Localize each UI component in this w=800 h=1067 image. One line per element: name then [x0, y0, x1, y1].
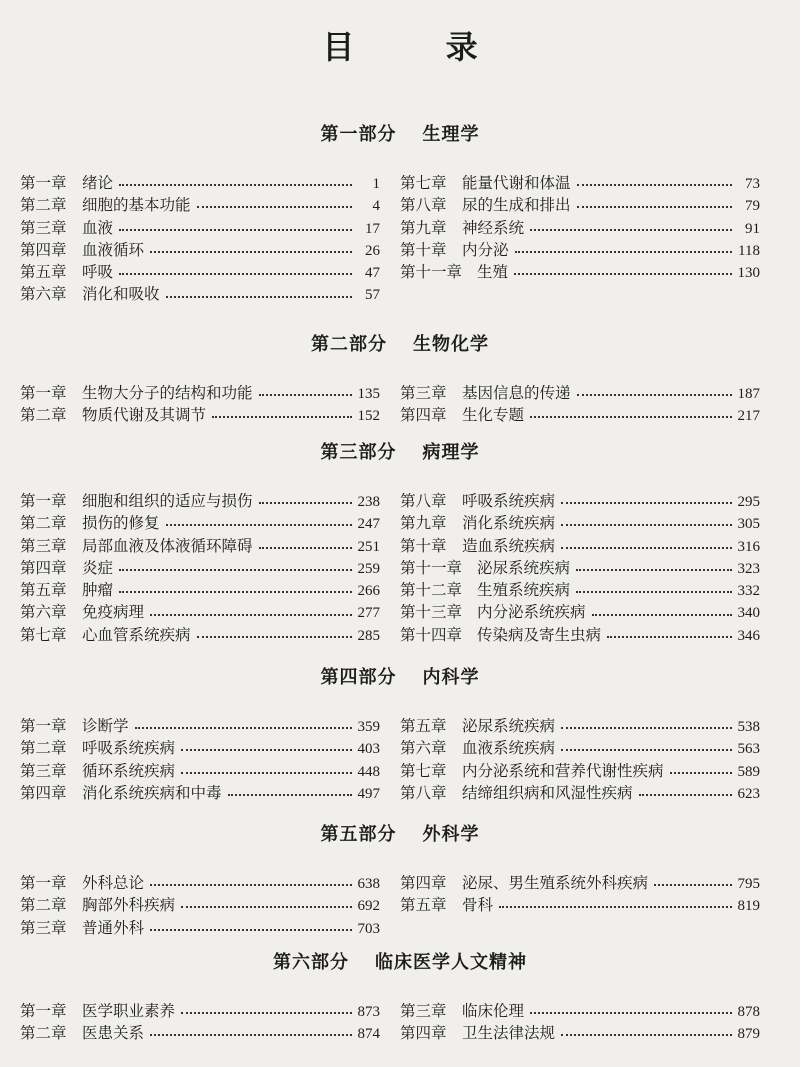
page-number: 4 [372, 198, 380, 215]
chapter-title: 医学职业素养 [82, 1002, 176, 1020]
toc-entry[interactable] [400, 714, 760, 736]
chapter-title: 内分泌系统和营养代谢性疾病 [462, 761, 664, 780]
part-title [0, 120, 800, 146]
dot-leader [166, 296, 352, 298]
dot-leader [639, 794, 732, 796]
chapter-title: 消化系统疾病和中毒 [82, 783, 222, 802]
page-number: 285 [357, 627, 380, 644]
dot-leader [592, 614, 732, 616]
dot-leader [228, 794, 352, 796]
toc-entry[interactable] [20, 282, 380, 304]
chapter-title: 循环系统疾病 [82, 761, 176, 780]
dot-leader [577, 206, 732, 208]
toc-entry[interactable] [20, 171, 380, 193]
chapter-number: 第九章 [400, 514, 447, 533]
dot-leader [576, 569, 731, 571]
toc-column-left [20, 714, 380, 803]
chapter-number: 第一章 [20, 717, 67, 735]
page-number: 135 [357, 386, 380, 402]
dot-leader [654, 884, 731, 886]
part-number: 第一部分 [320, 124, 397, 145]
dot-leader [607, 636, 731, 638]
chapter-number: 第十章 [400, 536, 447, 555]
page-number: 879 [737, 1026, 760, 1043]
dot-leader [259, 394, 352, 396]
dot-leader [514, 273, 731, 275]
chapter-title: 细胞和组织的适应与损伤 [82, 492, 253, 510]
chapter-number: 第十三章 [400, 603, 463, 622]
dot-leader [119, 184, 352, 186]
chapter-title: 诊断学 [82, 717, 129, 735]
chapter-title: 炎症 [82, 558, 114, 577]
chapter-number: 第九章 [400, 218, 447, 237]
dot-leader [181, 749, 351, 751]
toc-entry[interactable] [400, 871, 760, 893]
chapter-number: 第七章 [20, 625, 67, 644]
part-title [0, 663, 800, 689]
toc-entry[interactable] [400, 238, 760, 260]
toc-entry[interactable] [20, 193, 380, 215]
page-number: 295 [737, 494, 760, 510]
dot-leader [561, 502, 731, 504]
toc-entry[interactable] [400, 623, 760, 645]
toc-entry[interactable] [400, 171, 760, 193]
chapter-title: 泌尿系统疾病 [462, 717, 556, 735]
page-number: 340 [737, 605, 760, 622]
dot-leader [119, 591, 351, 593]
dot-leader [259, 547, 352, 549]
chapter-number: 第十一章 [400, 558, 463, 577]
toc-entry[interactable] [400, 999, 760, 1021]
page-number: 73 [745, 176, 760, 192]
part-number: 第三部分 [320, 442, 397, 463]
page-title: 目 录 [322, 28, 518, 66]
dot-leader [515, 251, 732, 253]
chapter-title: 呼吸系统疾病 [82, 739, 176, 758]
toc-column-right [400, 489, 760, 645]
chapter-title: 局部血液及体液循环障碍 [82, 536, 253, 555]
page-number: 795 [737, 876, 760, 892]
chapter-number: 第二章 [20, 514, 67, 533]
part-name: 临床医学人文精神 [375, 952, 527, 973]
toc-column-left [20, 871, 380, 938]
page-number: 247 [357, 516, 380, 533]
chapter-title: 造血系统疾病 [462, 536, 556, 555]
toc-entry[interactable] [20, 1021, 380, 1043]
page-number: 57 [365, 287, 380, 304]
toc-entry[interactable] [400, 781, 760, 803]
page-number: 26 [365, 242, 380, 259]
page-number: 130 [737, 265, 760, 282]
toc-entry[interactable] [20, 781, 380, 803]
toc-entry[interactable] [20, 489, 380, 511]
chapter-number: 第三章 [20, 918, 67, 937]
dot-leader [197, 636, 352, 638]
chapter-title: 内分泌系统疾病 [477, 603, 586, 622]
page-number: 251 [357, 538, 380, 555]
toc-entry[interactable] [400, 381, 760, 403]
toc-entry[interactable] [20, 381, 380, 403]
part-title [0, 948, 800, 974]
chapter-number: 第七章 [400, 174, 447, 192]
part-title [0, 330, 800, 356]
toc-entry[interactable] [400, 759, 760, 781]
chapter-number: 第一章 [20, 1002, 67, 1020]
page-number: 47 [365, 265, 380, 282]
chapter-number: 第四章 [20, 558, 67, 577]
chapter-title: 临床伦理 [462, 1002, 525, 1020]
chapter-number: 第五章 [20, 263, 67, 282]
toc-entry[interactable] [20, 736, 380, 758]
chapter-title: 泌尿、男生殖系统外科疾病 [462, 874, 649, 892]
part-number: 第四部分 [320, 667, 397, 688]
chapter-title: 物质代谢及其调节 [82, 406, 207, 425]
chapter-number: 第五章 [400, 717, 447, 735]
chapter-number: 第二章 [20, 739, 67, 758]
chapter-title: 心血管系统疾病 [82, 625, 191, 644]
page-number: 538 [737, 719, 760, 735]
page-number: 692 [357, 898, 380, 915]
chapter-title: 生殖系统疾病 [477, 581, 571, 600]
dot-leader [181, 1012, 351, 1014]
chapter-title: 绪论 [82, 174, 114, 192]
toc-entry[interactable] [20, 403, 380, 425]
toc-entry[interactable] [20, 759, 380, 781]
toc-column-right [400, 871, 760, 916]
page-number: 638 [357, 876, 380, 892]
chapter-title: 生化专题 [462, 406, 525, 425]
chapter-number: 第一章 [20, 174, 67, 192]
page-number: 305 [737, 516, 760, 533]
chapter-title: 传染病及寄生虫病 [477, 625, 602, 644]
chapter-title: 普通外科 [82, 918, 145, 937]
toc-entry[interactable] [400, 216, 760, 238]
toc-column-left [20, 381, 380, 426]
toc-entry[interactable] [400, 511, 760, 533]
chapter-title: 尿的生成和排出 [462, 196, 571, 215]
page-number: 217 [737, 408, 760, 425]
part-name: 内科学 [422, 667, 480, 688]
toc-entry[interactable] [400, 893, 760, 915]
toc-entry[interactable] [20, 260, 380, 282]
page-number: 819 [737, 898, 760, 915]
toc-column-right [400, 171, 760, 282]
toc-column-left [20, 999, 380, 1044]
chapter-title: 血液循环 [82, 240, 145, 259]
toc-entry[interactable] [400, 578, 760, 600]
chapter-title: 胸部外科疾病 [82, 896, 176, 915]
page-number: 332 [737, 583, 760, 600]
part-title [0, 438, 800, 464]
chapter-number: 第八章 [400, 492, 447, 510]
chapter-title: 卫生法律法规 [462, 1024, 556, 1043]
dot-leader [561, 524, 731, 526]
chapter-title: 消化系统疾病 [462, 514, 556, 533]
page-number: 323 [737, 560, 760, 577]
part-name: 病理学 [422, 442, 480, 463]
chapter-title: 泌尿系统疾病 [477, 558, 571, 577]
chapter-number: 第六章 [20, 603, 67, 622]
part-name: 生理学 [422, 124, 480, 145]
dot-leader [577, 394, 732, 396]
page-number: 878 [737, 1004, 760, 1020]
toc-entry[interactable] [20, 216, 380, 238]
chapter-number: 第二章 [20, 896, 67, 915]
toc-entry[interactable] [20, 714, 380, 736]
dot-leader [119, 229, 352, 231]
chapter-number: 第十章 [400, 240, 447, 259]
chapter-number: 第十一章 [400, 263, 463, 282]
chapter-number: 第五章 [400, 896, 447, 915]
page-number: 316 [737, 538, 760, 555]
chapter-title: 神经系统 [462, 218, 525, 237]
chapter-title: 生物大分子的结构和功能 [82, 384, 253, 402]
toc-entry[interactable] [20, 238, 380, 260]
chapter-number: 第三章 [400, 384, 447, 402]
page-number: 874 [357, 1026, 380, 1043]
chapter-title: 外科总论 [82, 874, 145, 892]
page-number: 238 [357, 494, 380, 510]
dot-leader [561, 1034, 731, 1036]
chapter-title: 呼吸系统疾病 [462, 492, 556, 510]
page-number: 448 [357, 763, 380, 780]
part-number: 第二部分 [311, 334, 387, 355]
chapter-number: 第四章 [20, 783, 67, 802]
toc-entry[interactable] [400, 556, 760, 578]
page-number: 91 [745, 220, 760, 237]
chapter-number: 第一章 [20, 492, 67, 510]
toc-entry[interactable] [20, 511, 380, 533]
chapter-number: 第一章 [20, 874, 67, 892]
dot-leader [135, 727, 352, 729]
chapter-number: 第八章 [400, 783, 447, 802]
part-name: 生物化学 [413, 334, 489, 355]
page-number: 79 [745, 198, 760, 215]
chapter-number: 第二章 [20, 406, 67, 425]
toc-entry[interactable] [400, 600, 760, 622]
dot-leader [530, 229, 732, 231]
chapter-title: 细胞的基本功能 [82, 196, 191, 215]
page-number: 703 [357, 920, 380, 937]
page-number: 873 [357, 1004, 380, 1020]
chapter-title: 免疫病理 [82, 603, 145, 622]
chapter-title: 血液系统疾病 [462, 739, 556, 758]
dot-leader [197, 206, 352, 208]
chapter-number: 第二章 [20, 1024, 67, 1043]
dot-leader [530, 416, 731, 418]
page-number: 623 [737, 785, 760, 802]
chapter-number: 第四章 [400, 406, 447, 425]
chapter-title: 损伤的修复 [82, 514, 160, 533]
toc-entry[interactable] [20, 556, 380, 578]
toc-entry[interactable] [20, 600, 380, 622]
part-number: 第六部分 [273, 952, 349, 973]
chapter-number: 第三章 [20, 761, 67, 780]
dot-leader [150, 614, 351, 616]
chapter-number: 第四章 [400, 874, 447, 892]
chapter-number: 第三章 [20, 218, 67, 237]
toc-entry[interactable] [400, 489, 760, 511]
toc-entry[interactable] [20, 916, 380, 938]
dot-leader [499, 906, 731, 908]
chapter-number: 第四章 [400, 1024, 447, 1043]
dot-leader [576, 591, 731, 593]
chapter-number: 第八章 [400, 196, 447, 215]
dot-leader [119, 273, 352, 275]
part-name: 外科学 [422, 824, 480, 845]
dot-leader [670, 772, 732, 774]
toc-entry[interactable] [400, 260, 760, 282]
toc-column-right [400, 714, 760, 803]
toc-entry[interactable] [400, 403, 760, 425]
chapter-title: 血液 [82, 218, 114, 237]
chapter-number: 第十二章 [400, 581, 463, 600]
page-number: 403 [357, 741, 380, 758]
toc-entry[interactable] [400, 193, 760, 215]
chapter-number: 第一章 [20, 384, 67, 402]
chapter-title: 基因信息的传递 [462, 384, 571, 402]
dot-leader [181, 772, 351, 774]
toc-entry[interactable] [400, 534, 760, 556]
page-number: 346 [737, 627, 760, 644]
chapter-title: 肿瘤 [82, 581, 114, 600]
chapter-title: 生殖 [477, 263, 509, 282]
page-number: 359 [357, 719, 380, 735]
page-number: 589 [737, 763, 760, 780]
toc-entry[interactable] [20, 999, 380, 1021]
page-number: 497 [357, 785, 380, 802]
page-number: 152 [357, 408, 380, 425]
dot-leader [530, 1012, 731, 1014]
chapter-title: 消化和吸收 [82, 285, 160, 304]
toc-entry[interactable] [400, 736, 760, 758]
dot-leader [150, 884, 351, 886]
dot-leader [259, 502, 352, 504]
dot-leader [181, 906, 351, 908]
dot-leader [577, 184, 732, 186]
dot-leader [150, 251, 352, 253]
page-number: 1 [372, 176, 380, 192]
page-number: 259 [357, 560, 380, 577]
chapter-number: 第三章 [400, 1002, 447, 1020]
toc-entry[interactable] [20, 623, 380, 645]
page-number: 277 [357, 605, 380, 622]
page-number: 187 [737, 386, 760, 402]
chapter-number: 第六章 [400, 739, 447, 758]
chapter-title: 能量代谢和体温 [462, 174, 571, 192]
page-number: 17 [365, 220, 380, 237]
toc-column-left [20, 171, 380, 305]
chapter-number: 第五章 [20, 581, 67, 600]
toc-entry[interactable] [400, 1021, 760, 1043]
dot-leader [150, 1034, 351, 1036]
dot-leader [561, 749, 731, 751]
part-number: 第五部分 [320, 824, 397, 845]
dot-leader [561, 727, 731, 729]
chapter-number: 第十四章 [400, 625, 463, 644]
toc-column-left [20, 489, 380, 645]
toc-entry[interactable] [20, 893, 380, 915]
page-number: 118 [738, 242, 760, 259]
chapter-number: 第二章 [20, 196, 67, 215]
chapter-number: 第四章 [20, 240, 67, 259]
page-number: 563 [737, 741, 760, 758]
chapter-title: 结缔组织病和风湿性疾病 [462, 783, 633, 802]
chapter-title: 呼吸 [82, 263, 114, 282]
chapter-number: 第七章 [400, 761, 447, 780]
page-number: 266 [357, 583, 380, 600]
dot-leader [212, 416, 351, 418]
toc-entry[interactable] [20, 578, 380, 600]
chapter-title: 骨科 [462, 896, 494, 915]
toc-column-right [400, 381, 760, 426]
dot-leader [119, 569, 351, 571]
chapter-title: 医患关系 [82, 1024, 145, 1043]
toc-entry[interactable] [20, 534, 380, 556]
toc-column-right [400, 999, 760, 1044]
chapter-title: 内分泌 [462, 240, 509, 259]
part-title [0, 820, 800, 846]
dot-leader [166, 524, 352, 526]
chapter-number: 第六章 [20, 285, 67, 304]
dot-leader [150, 929, 351, 931]
chapter-number: 第三章 [20, 536, 67, 555]
toc-entry[interactable] [20, 871, 380, 893]
dot-leader [561, 547, 731, 549]
